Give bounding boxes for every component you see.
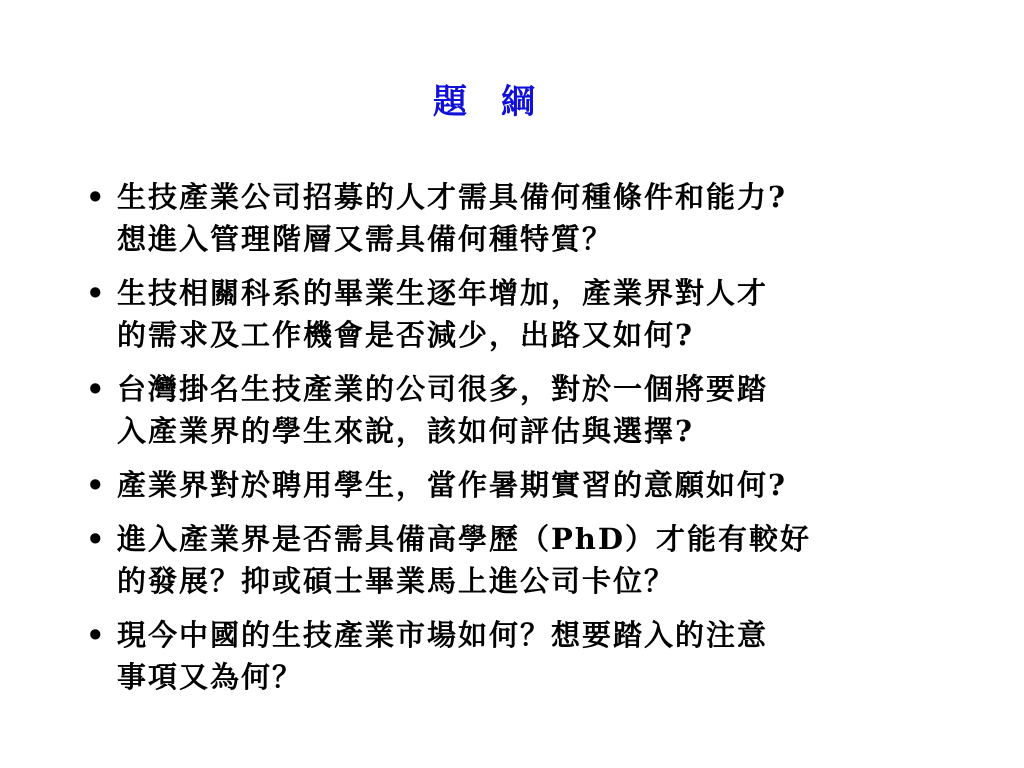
bullet-line: 的發展？抑或碩士畢業馬上進公司卡位？ <box>117 564 676 598</box>
bullet-item <box>82 176 982 260</box>
bullet-item <box>82 464 982 506</box>
bullet-line: 進入產業界是否需具備高學歷（PhD）才能有較好 <box>117 522 812 556</box>
bullet-item <box>82 368 982 452</box>
bullet-line: 的需求及工作機會是否減少，出路又如何? <box>117 318 694 352</box>
bullet-list <box>82 176 982 710</box>
bullet-line: 想進入管理階層又需具備何種特質？ <box>117 222 614 256</box>
bullet-line: 台灣掛名生技產業的公司很多，對於一個將要踏 <box>117 372 769 406</box>
bullet-icon: • <box>86 372 107 406</box>
bullet-line: 產業界對於聘用學生，當作暑期實習的意願如何? <box>117 468 787 502</box>
bullet-item <box>82 614 982 698</box>
bullet-item <box>82 518 982 602</box>
bullet-icon: • <box>86 180 107 214</box>
bullet-icon: • <box>86 618 107 652</box>
bullet-icon: • <box>86 522 107 556</box>
bullet-line: 事項又為何？ <box>117 660 304 694</box>
bullet-line: 生技產業公司招募的人才需具備何種條件和能力? <box>117 180 787 214</box>
bullet-item <box>82 272 982 356</box>
bullet-icon: • <box>86 468 107 502</box>
bullet-line: 入產業界的學生來說，該如何評估與選擇? <box>117 414 694 448</box>
bullet-line: 現今中國的生技產業市場如何？想要踏入的注意 <box>117 618 769 652</box>
bullet-line: 生技相關科系的畢業生逐年增加，產業界對人才 <box>117 276 769 310</box>
slide-title: 題 綱 <box>433 82 535 122</box>
bullet-icon: • <box>86 276 107 310</box>
